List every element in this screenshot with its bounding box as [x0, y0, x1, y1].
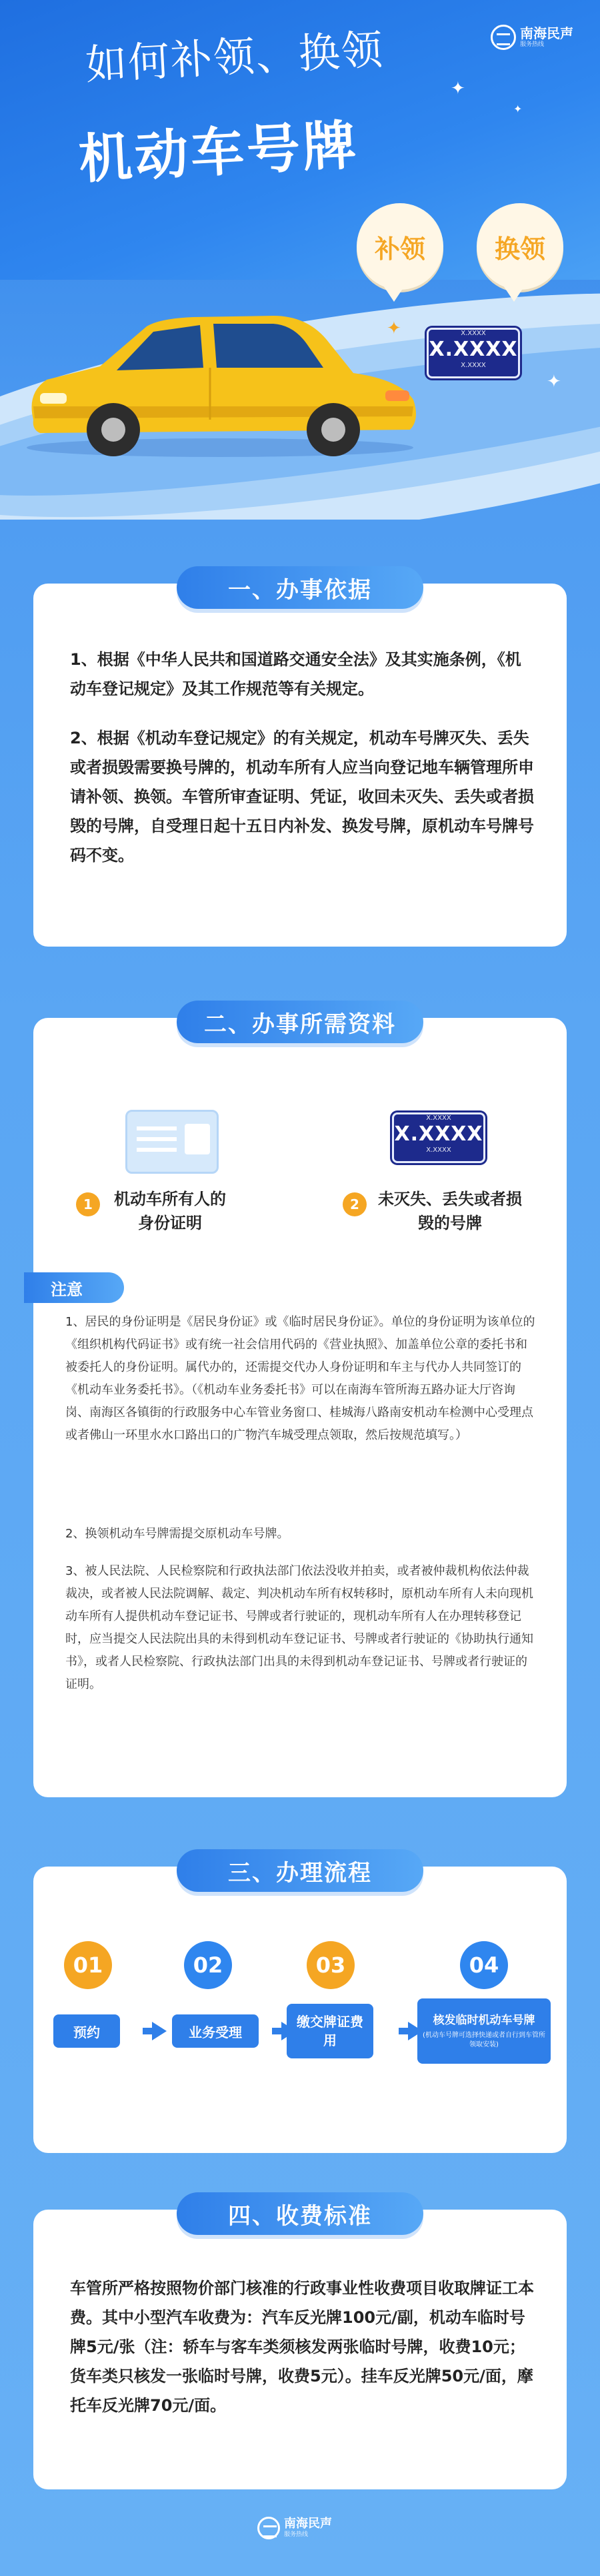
step-sub-label: (机动车号牌可选择快递或者自行到车管所领取安装): [423, 2032, 545, 2048]
step-number: 03: [307, 1941, 355, 1989]
logo-name: 南海民声: [520, 25, 573, 41]
plate-bottom-text: X.XXXX: [426, 1146, 451, 1154]
step-box: [172, 2014, 259, 2048]
footer-logo-sub: 服务热线: [284, 2531, 309, 2538]
step-label: 核发临时机动车号牌: [433, 2014, 535, 2027]
note-tag: 注意: [24, 1272, 124, 1303]
sparkle-icon: ✦: [451, 79, 465, 99]
basis-paragraph-2: 2、根据《机动车登记规定》的有关规定，机动车号牌灭失、丢失或者损毁需要换号牌的，机动车所有人应当向登记地车辆管理所申请补领、换领。车管所审查证明、凭证，收回未灭失、丢失或者损毁的号牌，自受理日起十五日内补发、换发号牌，原机动车号牌号码不变。: [70, 729, 534, 865]
note-3: 3、被人民法院、人民检察院和行政执法部门依法没收并拍卖，或者被仲裁机构依法仲裁裁决，或者被人民法院调解、裁定、判决机动车所有权转移时，原机动车所有人未向现机动车所有人提供机动车登记证书、号牌或者行驶证的，现机动车所有人在办理转移登记时，应当提交人民法院出具的未得到机动车登记证书、号牌或者行驶证的《协助执行通知书》，或者人民检察院、行政执法部门出具的未得到机动车登记证书、号牌或者行驶证的证明。: [65, 1564, 533, 1691]
section-process-title: 三、办理流程: [177, 1849, 423, 1892]
material-number: 2: [343, 1192, 367, 1216]
section-process: [33, 1859, 567, 2153]
step-box: [53, 2014, 120, 2048]
sparkle-icon: ✦: [547, 372, 561, 392]
step-label: 缴交牌证费用: [297, 2014, 363, 2048]
plate-top-text: X.XXXX: [426, 1114, 451, 1122]
section-materials-title: 二、办事所需资料: [177, 1001, 423, 1043]
license-plate: [427, 328, 520, 378]
section-basis: [33, 576, 567, 947]
section-basis-title: 一、办事依据: [177, 566, 423, 609]
plate-main-text: X.XXXX: [429, 338, 518, 361]
plate-main-text: X.XXXX: [394, 1122, 483, 1146]
bubble-reissue-label: 补领: [374, 234, 425, 264]
sparkle-icon: ✦: [387, 318, 401, 338]
hero-title-line1: 如何补领、换领: [84, 25, 385, 89]
arrow-right-icon: [152, 2022, 167, 2040]
bubble-reissue: [357, 203, 443, 290]
bubble-replace-label: 换领: [494, 234, 545, 264]
step-number: 01: [64, 1941, 112, 1989]
note-1: 1、居民的身份证明是《居民身份证》或《临时居民身份证》。单位的身份证明为该单位的《组织机构代码证书》或有统一社会信用代码的《营业执照》、加盖单位公章的委托书和被委托人的身份证明。属代办的，还需提交代办人身份证明和车主与代办人共同签订的《机动车业务委托书》。（《机动车业务委托书》可以在南海车管所海五路办证大厅咨询岗、南海区各镇街的行政服务中心车管业务窗口、桂城海八路南安机动车检测中心受理点或者佛山一环里水水口路出口的广物汽车城受理点领取，然后按规范填写。）: [65, 1315, 535, 1442]
step-number: 04: [460, 1941, 508, 1989]
footer-logo-name: 南海民声: [284, 2517, 332, 2531]
section-materials: [33, 1011, 567, 1797]
plate-top-text: X.XXXX: [461, 330, 486, 337]
note-2: 2、换领机动车号牌需提交原机动车号牌。: [65, 1527, 289, 1541]
logo-icon: [257, 2517, 280, 2539]
basis-paragraph-1: 1、根据《中华人民共和国道路交通安全法》及其实施条例，《机动车登记规定》及其工作规范等有关规定。: [70, 650, 521, 698]
car-illustration: [20, 293, 433, 460]
logo-sub: 服务热线: [520, 41, 545, 48]
step-label: 预约: [73, 2024, 100, 2040]
sparkle-icon: ✦: [513, 103, 523, 115]
fees-paragraph: 车管所严格按照物价部门核准的行政事业性收费项目收取牌证工本费。其中小型汽车收费为：汽车反光牌100元/副，机动车临时号牌5元/张（注：轿车与客车类须核发两张临时号牌，收费10元；货车类只核发一张临时号牌，收费5元）。挂车反光牌50元/面，摩托车反光牌70元/面。: [70, 2279, 534, 2415]
id-card-icon: [125, 1110, 219, 1174]
step-box: [417, 1998, 551, 2064]
step-number: 02: [184, 1941, 232, 1989]
step-label: 业务受理: [189, 2024, 242, 2040]
material-plate: 未灭失、丢失或者损毁的号牌: [378, 1190, 522, 1232]
section-fees-title: 四、收费标准: [177, 2192, 423, 2235]
material-number: 1: [76, 1192, 100, 1216]
footer-logo: [257, 2517, 332, 2539]
bubble-replace: [477, 203, 563, 290]
logo-icon: [491, 25, 516, 50]
license-plate-icon: [392, 1112, 485, 1163]
brand-logo: [491, 20, 591, 55]
hero-banner: [0, 0, 600, 520]
hero-title-line2: 机动车号牌: [77, 114, 361, 191]
material-id-proof: 机动车所有人的身份证明: [114, 1190, 226, 1232]
plate-bottom-text: X.XXXX: [461, 362, 486, 369]
step-box: [287, 2004, 373, 2058]
section-fees: [33, 2202, 567, 2489]
